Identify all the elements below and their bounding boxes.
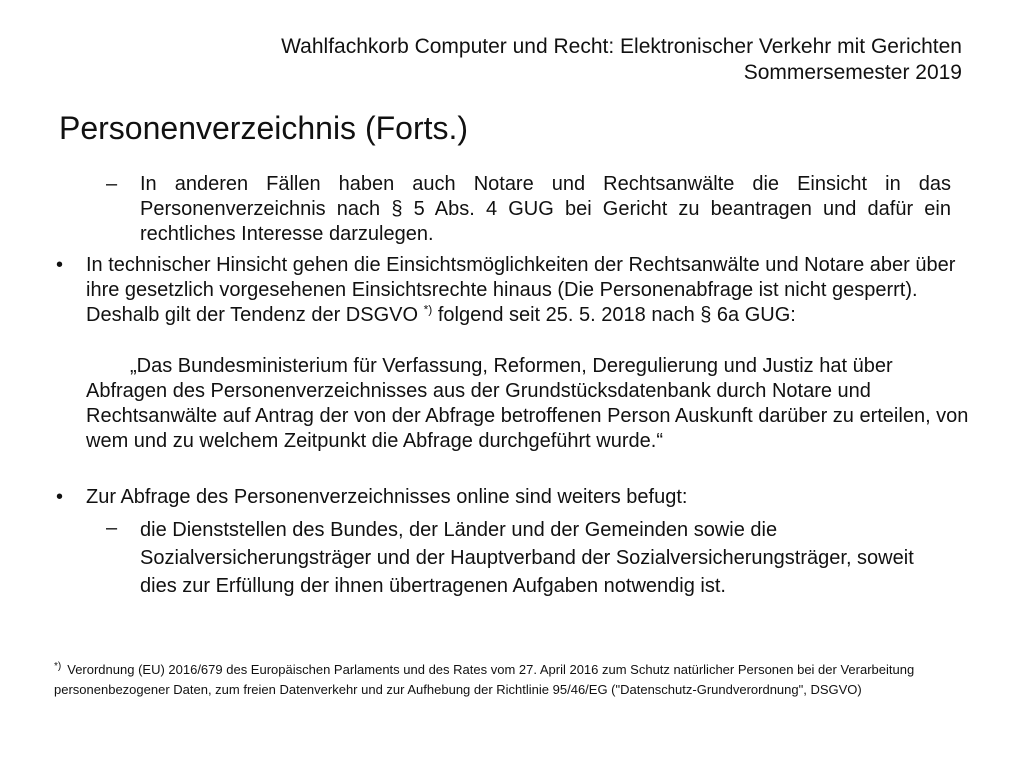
bullet-text bbox=[86, 253, 976, 328]
bullet-text-part-1: In technischer Hinsicht gehen die Einsichtsmöglichkeiten der Rechtsanwälte und Notare aber über ihre gesetzlich vorgesehenen Einsichtsrechte hinaus (Die Personenabfrage ist nicht gesperrt). Deshalb gilt der Tendenz der DSGVO bbox=[86, 254, 956, 326]
dash-text: In anderen Fällen haben auch Notare und Rechtsanwälte die Einsicht in das Personenverzeichnis nach § 5 Abs. 4 GUG bei Gericht zu beantragen und dafür ein rechtliches Interesse darzulegen. bbox=[140, 173, 951, 245]
course-title: Wahlfachkorb Computer und Recht: Elektronischer Verkehr mit Gerichten bbox=[281, 35, 962, 58]
bullet-marker: • bbox=[56, 486, 64, 508]
dash-marker: – bbox=[106, 173, 118, 195]
footnote-text: Verordnung (EU) 2016/679 des Europäischen Parlaments und des Rates vom 27. April 2016 zum Schutz natürlicher Personen bei der Verarbeitung personenbezogener Daten, zum freien Datenverkehr und zur Aufhebung der Richtlinie 95/46/EG ("Datenschutz-Grundverordnung", DSGVO) bbox=[54, 662, 915, 697]
footnote-marker: *) bbox=[54, 660, 62, 672]
footnote bbox=[54, 660, 984, 700]
bullet-text: Zur Abfrage des Personenverzeichnisses online sind weiters befugt: bbox=[86, 486, 688, 508]
footnote-reference: *) bbox=[423, 302, 433, 317]
bullet-marker: • bbox=[56, 254, 64, 276]
semester-label: Sommersemester 2019 bbox=[743, 61, 962, 84]
dash-text: die Dienststellen des Bundes, der Länder und der Gemeinden sowie die Sozialversicherungsträger und der Hauptverband der Sozialversicherungsträger, soweit dies zur Erfüllung der ihnen übertragenen Aufgaben notwendig ist. bbox=[140, 519, 914, 597]
slide-title: Personenverzeichnis (Forts.) bbox=[59, 110, 469, 146]
legal-quote: „Das Bundesministerium für Verfassung, Reformen, Deregulierung und Justiz hat über Abfragen des Personenverzeichnisses aus der Grundstücksdatenbank durch Notare und Rechtsanwälte auf Antrag der von der Abfrage betroffenen Person Auskunft darüber zu erteilen, von wem und zu welchem Zeitpunkt die Abfrage durchgeführt wurde.“ bbox=[86, 355, 969, 452]
dash-marker: – bbox=[106, 517, 118, 539]
slide-header bbox=[281, 34, 962, 86]
bullet-text-part-2: folgend seit 25. 5. 2018 nach § 6a GUG: bbox=[432, 304, 796, 326]
